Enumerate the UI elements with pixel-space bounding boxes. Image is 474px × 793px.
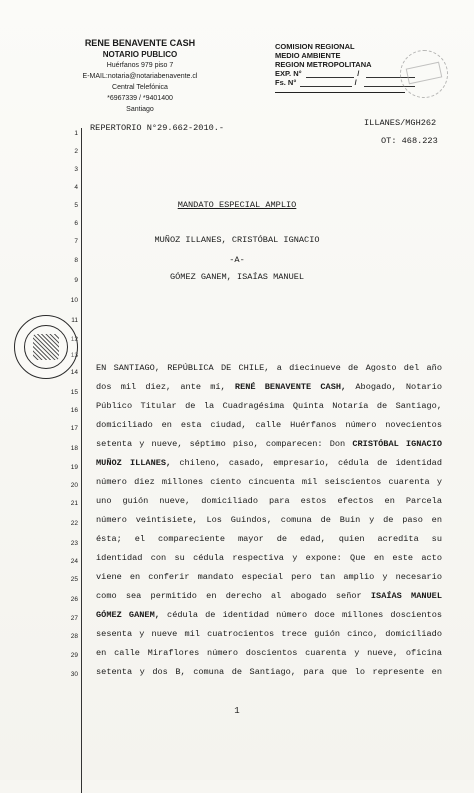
body-line-17: domiciliado en esta ciudad, calle Huérfanos número novecientos xyxy=(96,420,442,430)
line-number: 5 xyxy=(74,202,78,209)
line-number: 24 xyxy=(70,558,78,565)
line-number: 30 xyxy=(70,671,78,678)
margin-rule xyxy=(81,128,82,793)
body-line-30: setenta y dos B, comuna de Santiago, para que lo represente en xyxy=(96,667,442,677)
notary-city: Santiago xyxy=(126,106,154,113)
line-number: 7 xyxy=(74,238,78,245)
line-number: 6 xyxy=(74,220,78,227)
notary-phones: *6967339 / *9401400 xyxy=(107,95,173,102)
line-number: 28 xyxy=(70,633,78,640)
line-number: 17 xyxy=(70,425,78,432)
body-line-15: dos mil diez, ante mí, RENÉ BENAVENTE CASH, Abogado, Notario xyxy=(96,382,442,392)
fs-label: Fs. N° xyxy=(275,78,297,87)
line-number: 16 xyxy=(70,407,78,414)
line-number: 20 xyxy=(70,482,78,489)
body-line-14: EN SANTIAGO, REPÚBLICA DE CHILE, a diecinueve de Agosto del año xyxy=(96,363,442,373)
body-line-29: en calle Miraflores número doscientos cuarenta y nueve, oficina xyxy=(96,648,442,658)
line-number: 2 xyxy=(74,148,78,155)
commission-divider xyxy=(275,92,405,93)
notary-seal-icon xyxy=(14,315,78,379)
body-line-27: GÓMEZ GANEM, cédula de identidad número doce millones doscientos xyxy=(96,610,442,620)
line-number: 26 xyxy=(70,596,78,603)
body-line-21: uno guión nueve, domiciliado para estos efectos en Parcela xyxy=(96,496,442,506)
notary-address: Huérfanos 979 piso 7 xyxy=(106,62,174,69)
line-number: 13 xyxy=(70,352,78,359)
party-connector: -A- xyxy=(229,255,245,265)
line-number: 1 xyxy=(74,130,78,137)
body-line-24: identidad con su cédula respectiva y expone: Que en este acto xyxy=(96,553,442,563)
body-line-28: sesenta y nueve mil cuatrocientos trece guión cinco, domiciliado xyxy=(96,629,442,639)
notary-letterhead xyxy=(70,38,210,115)
body-line-19: MUÑOZ ILLANES, chileno, casado, empresario, cédula de identidad xyxy=(96,458,442,468)
notary-phone-label: Central Telefónica xyxy=(112,84,168,91)
ot-number: OT: 468.223 xyxy=(381,136,438,146)
line-number: 22 xyxy=(70,520,78,527)
line-number: 11 xyxy=(71,317,78,324)
line-number: 29 xyxy=(70,652,78,659)
body-line-26: como sea permitido en derecho al abogado señor ISAÍAS MANUEL xyxy=(96,591,442,601)
line-number: 14 xyxy=(70,369,78,376)
line-number: 25 xyxy=(70,576,78,583)
line-number: 12 xyxy=(70,336,78,343)
page-number: 1 xyxy=(234,706,240,716)
body-line-16: Público Titular de la Cuadragésima Quinta Notaría de Santiago, xyxy=(96,401,442,411)
party-grantee: GÓMEZ GANEM, ISAÍAS MANUEL xyxy=(169,272,305,282)
party-grantor: MUÑOZ ILLANES, CRISTÓBAL IGNACIO xyxy=(154,235,320,245)
exp-label: EXP. N° xyxy=(275,69,302,78)
line-number: 10 xyxy=(70,297,78,304)
commission-line-3: REGION METROPOLITANA xyxy=(275,60,372,69)
exp-field: EXP. N° / xyxy=(275,69,415,78)
body-line-25: viene en conferir mandato especial pero tan amplio y necesario xyxy=(96,572,442,582)
line-number: 19 xyxy=(70,464,78,471)
repertorio-number: REPERTORIO N°29.662-2010.- xyxy=(90,123,225,133)
line-number: 23 xyxy=(70,540,78,547)
reference-code: ILLANES/MGH262 xyxy=(364,118,437,128)
line-number: 27 xyxy=(70,615,78,622)
commission-stamp xyxy=(275,42,415,96)
line-number: 18 xyxy=(70,445,78,452)
notary-title: NOTARIO PUBLICO xyxy=(102,50,178,59)
line-number: 3 xyxy=(74,166,78,173)
line-number: 15 xyxy=(70,389,78,396)
line-number: 9 xyxy=(74,277,78,284)
body-line-22: número veintisiete, Los Guindos, comuna de Buin y de paso en xyxy=(96,515,442,525)
document-title: MANDATO ESPECIAL AMPLIO xyxy=(177,200,297,210)
line-number: 8 xyxy=(74,257,78,264)
commission-line-1: COMISION REGIONAL xyxy=(275,42,355,51)
body-line-20: número diez millones ciento cincuenta mil seiscientos cuarenta y xyxy=(96,477,442,487)
notary-name: RENE BENAVENTE CASH xyxy=(84,38,196,48)
body-line-18: setenta y nueve, séptimo piso, comparecen: Don CRISTÓBAL IGNACIO xyxy=(96,439,442,449)
fs-field: Fs. N° / xyxy=(275,78,415,87)
received-stamp-icon xyxy=(400,50,448,98)
line-number: 21 xyxy=(70,500,78,507)
commission-line-2: MEDIO AMBIENTE xyxy=(275,51,341,60)
line-number: 4 xyxy=(74,184,78,191)
notary-email: E-MAIL:notaria@notariabenavente.cl xyxy=(82,73,198,80)
body-line-23: ésta; el compareciente mayor de edad, quien acredita su xyxy=(96,534,442,544)
